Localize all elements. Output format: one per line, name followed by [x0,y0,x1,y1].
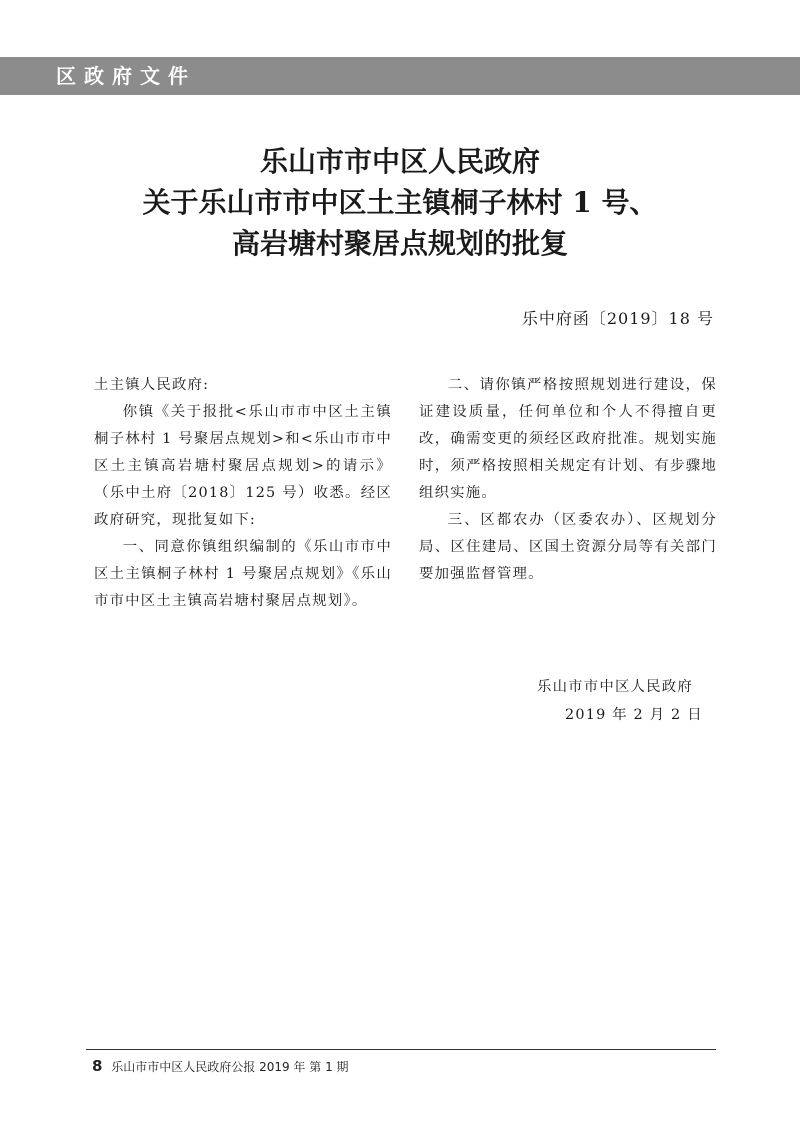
body-paragraph: 三、区都农办（区委农办）、区规划分局、区住建局、区国土资源分局等有关部门要加强监督管理。 [419,512,717,582]
page-footer [92,1057,349,1075]
salutation: 土主镇人民政府: [94,377,210,393]
title-line: 高岩塘村聚居点规划的批复 [231,227,568,260]
body-column-right [419,372,717,588]
body-column-left [94,372,392,615]
section-header-band [0,57,800,95]
body-paragraph: 你镇《关于报批<乐山市市中区土主镇桐子林村 1 号聚居点规划>和<乐山市市中区土主镇高岩塘村聚居点规划>的请示》（乐中土府〔2018〕125 号）收悉。经区政府研究，现批复如下: [94,404,392,528]
page-number: 8 [92,1057,103,1075]
body-paragraph: 一、同意你镇组织编制的《乐山市市中区土主镇桐子林村 1 号聚居点规划》《乐山市市中区土主镇高岩塘村聚居点规划》。 [94,539,392,609]
signature-block [537,673,703,729]
title-line: 关于乐山市市中区土主镇桐子林村 1 号、 [142,186,658,219]
document-number: 乐中府函〔2019〕18 号 [521,309,714,328]
signature-date: 2019 年 2 月 2 日 [565,707,703,723]
signature-organization: 乐山市市中区人民政府 [537,679,693,695]
publication-title: 乐山市市中区人民政府公报 2019 年 第 1 期 [111,1060,349,1074]
body-paragraph: 二、请你镇严格按照规划进行建设，保证建设质量，任何单位和个人不得擅自更改，确需变更的须经区政府批准。规划实施时，须严格按照相关规定有计划、有步骤地组织实施。 [419,377,717,501]
section-header-label: 区政府文件 [56,64,196,88]
document-title [0,141,800,264]
footer-divider [86,1049,716,1050]
title-line: 乐山市市中区人民政府 [259,145,540,178]
